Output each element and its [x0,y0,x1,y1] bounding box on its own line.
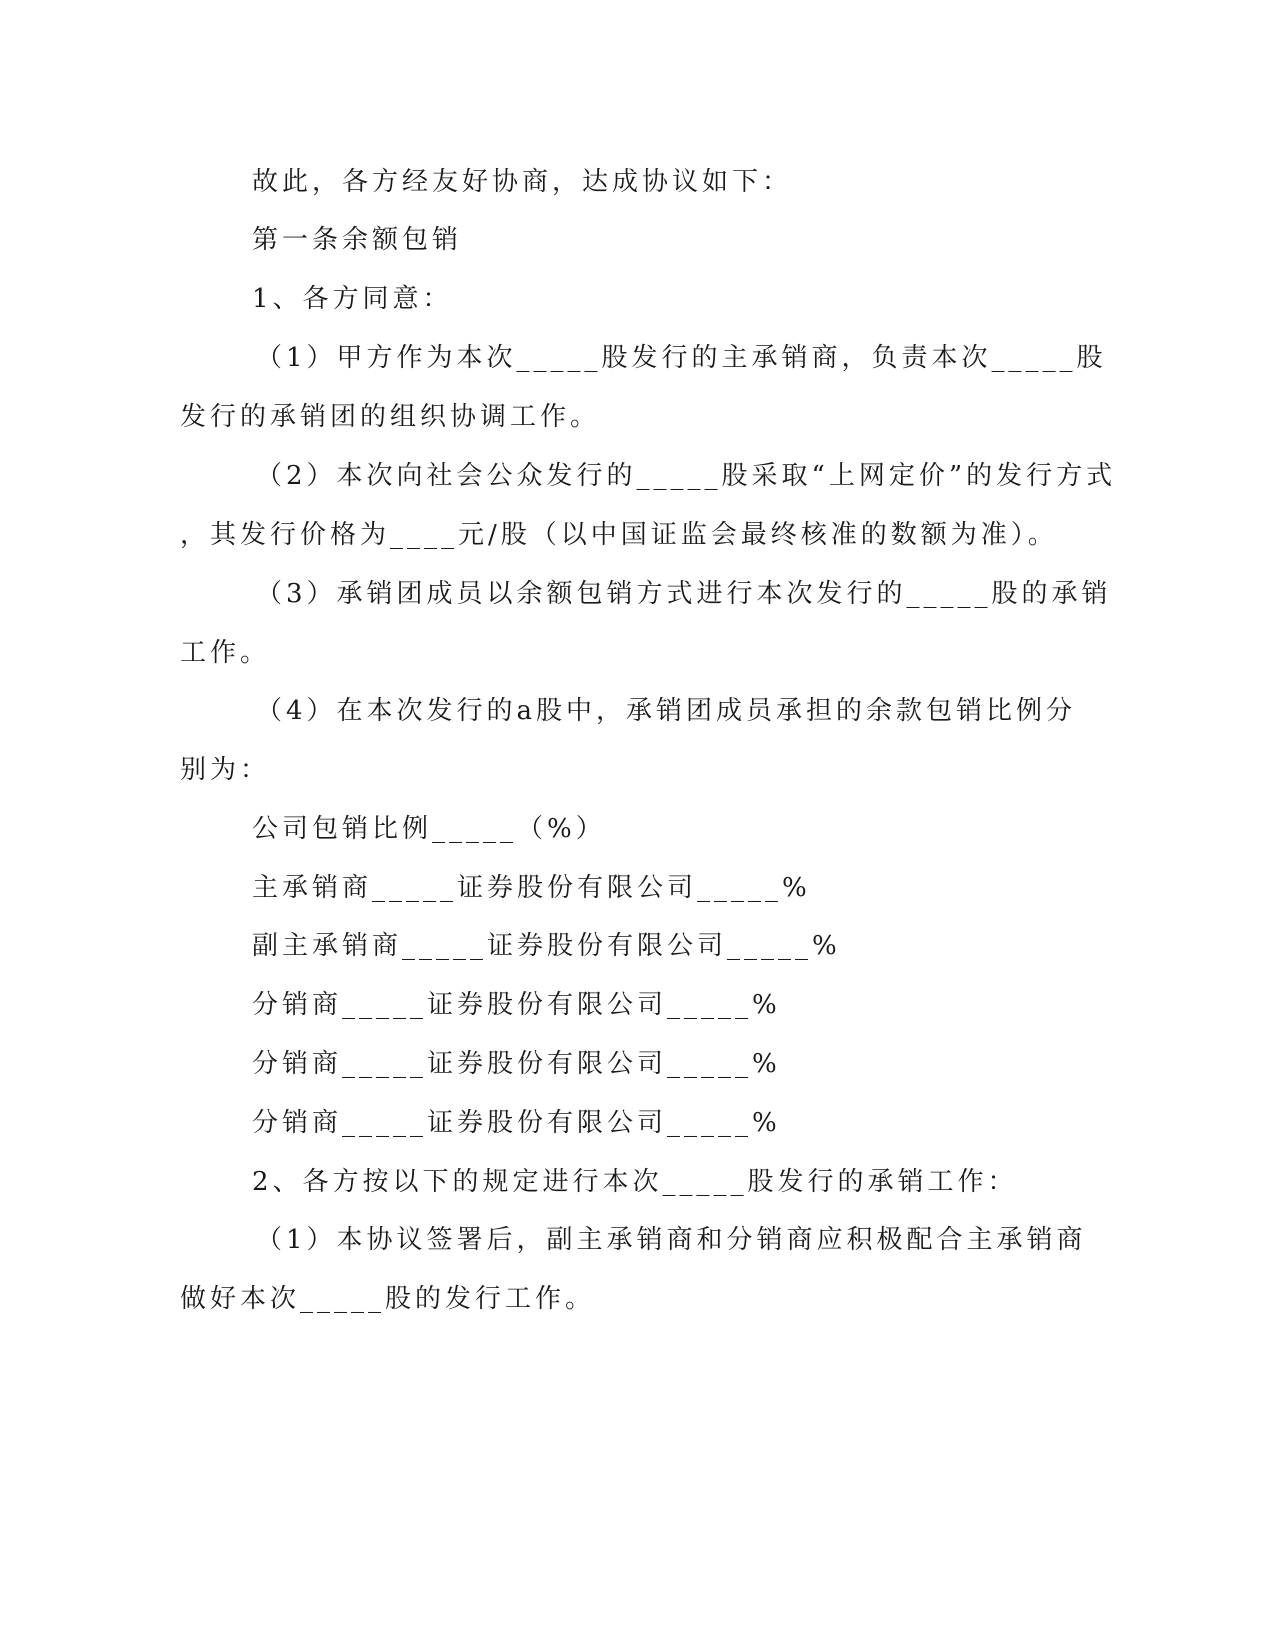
item-1-line-2: 发行的承销团的组织协调工作。 [180,402,601,432]
ratio-distributor-2: 分销商_____证券股份有限公司_____% [252,1049,781,1079]
article-heading: 第一条余额包销 [252,225,463,255]
clause-2-heading: 2、各方按以下的规定进行本次_____股发行的承销工作： [252,1167,1018,1197]
ratio-distributor-3: 分销商_____证券股份有限公司_____% [252,1108,781,1138]
ratio-lead-underwriter: 主承销商_____证券股份有限公司_____% [252,873,811,903]
clause-2-item-1-line-1: （1）本协议签署后，副主承销商和分销商应积极配合主承销商 [256,1225,1087,1255]
item-4-line-1: （4）在本次发行的a股中，承销团成员承担的余款包销比例分 [256,696,1077,726]
item-4-line-2: 别为： [180,755,271,785]
ratio-co-lead-underwriter: 副主承销商_____证券股份有限公司_____% [252,931,841,961]
item-3-line-2: 工作。 [180,638,271,668]
clause-1-heading: 1、各方同意： [252,284,453,314]
ratio-company: 公司包销比例_____（%） [252,814,606,844]
ratio-distributor-1: 分销商_____证券股份有限公司_____% [252,990,781,1020]
item-2-line-2: ，其发行价格为____元/股（以中国证监会最终核准的数额为准）。 [180,520,1058,550]
paragraph-intro: 故此，各方经友好协商，达成协议如下： [252,167,793,197]
item-3-line-1: （3）承销团成员以余额包销方式进行本次发行的_____股的承销 [256,579,1112,609]
item-2-line-1: （2）本次向社会公众发行的_____股采取“上网定价”的发行方式 [256,461,1117,491]
clause-2-item-1-line-2: 做好本次_____股的发行工作。 [180,1284,596,1314]
item-1-line-1: （1）甲方作为本次_____股发行的主承销商，负责本次_____股 [256,343,1107,373]
